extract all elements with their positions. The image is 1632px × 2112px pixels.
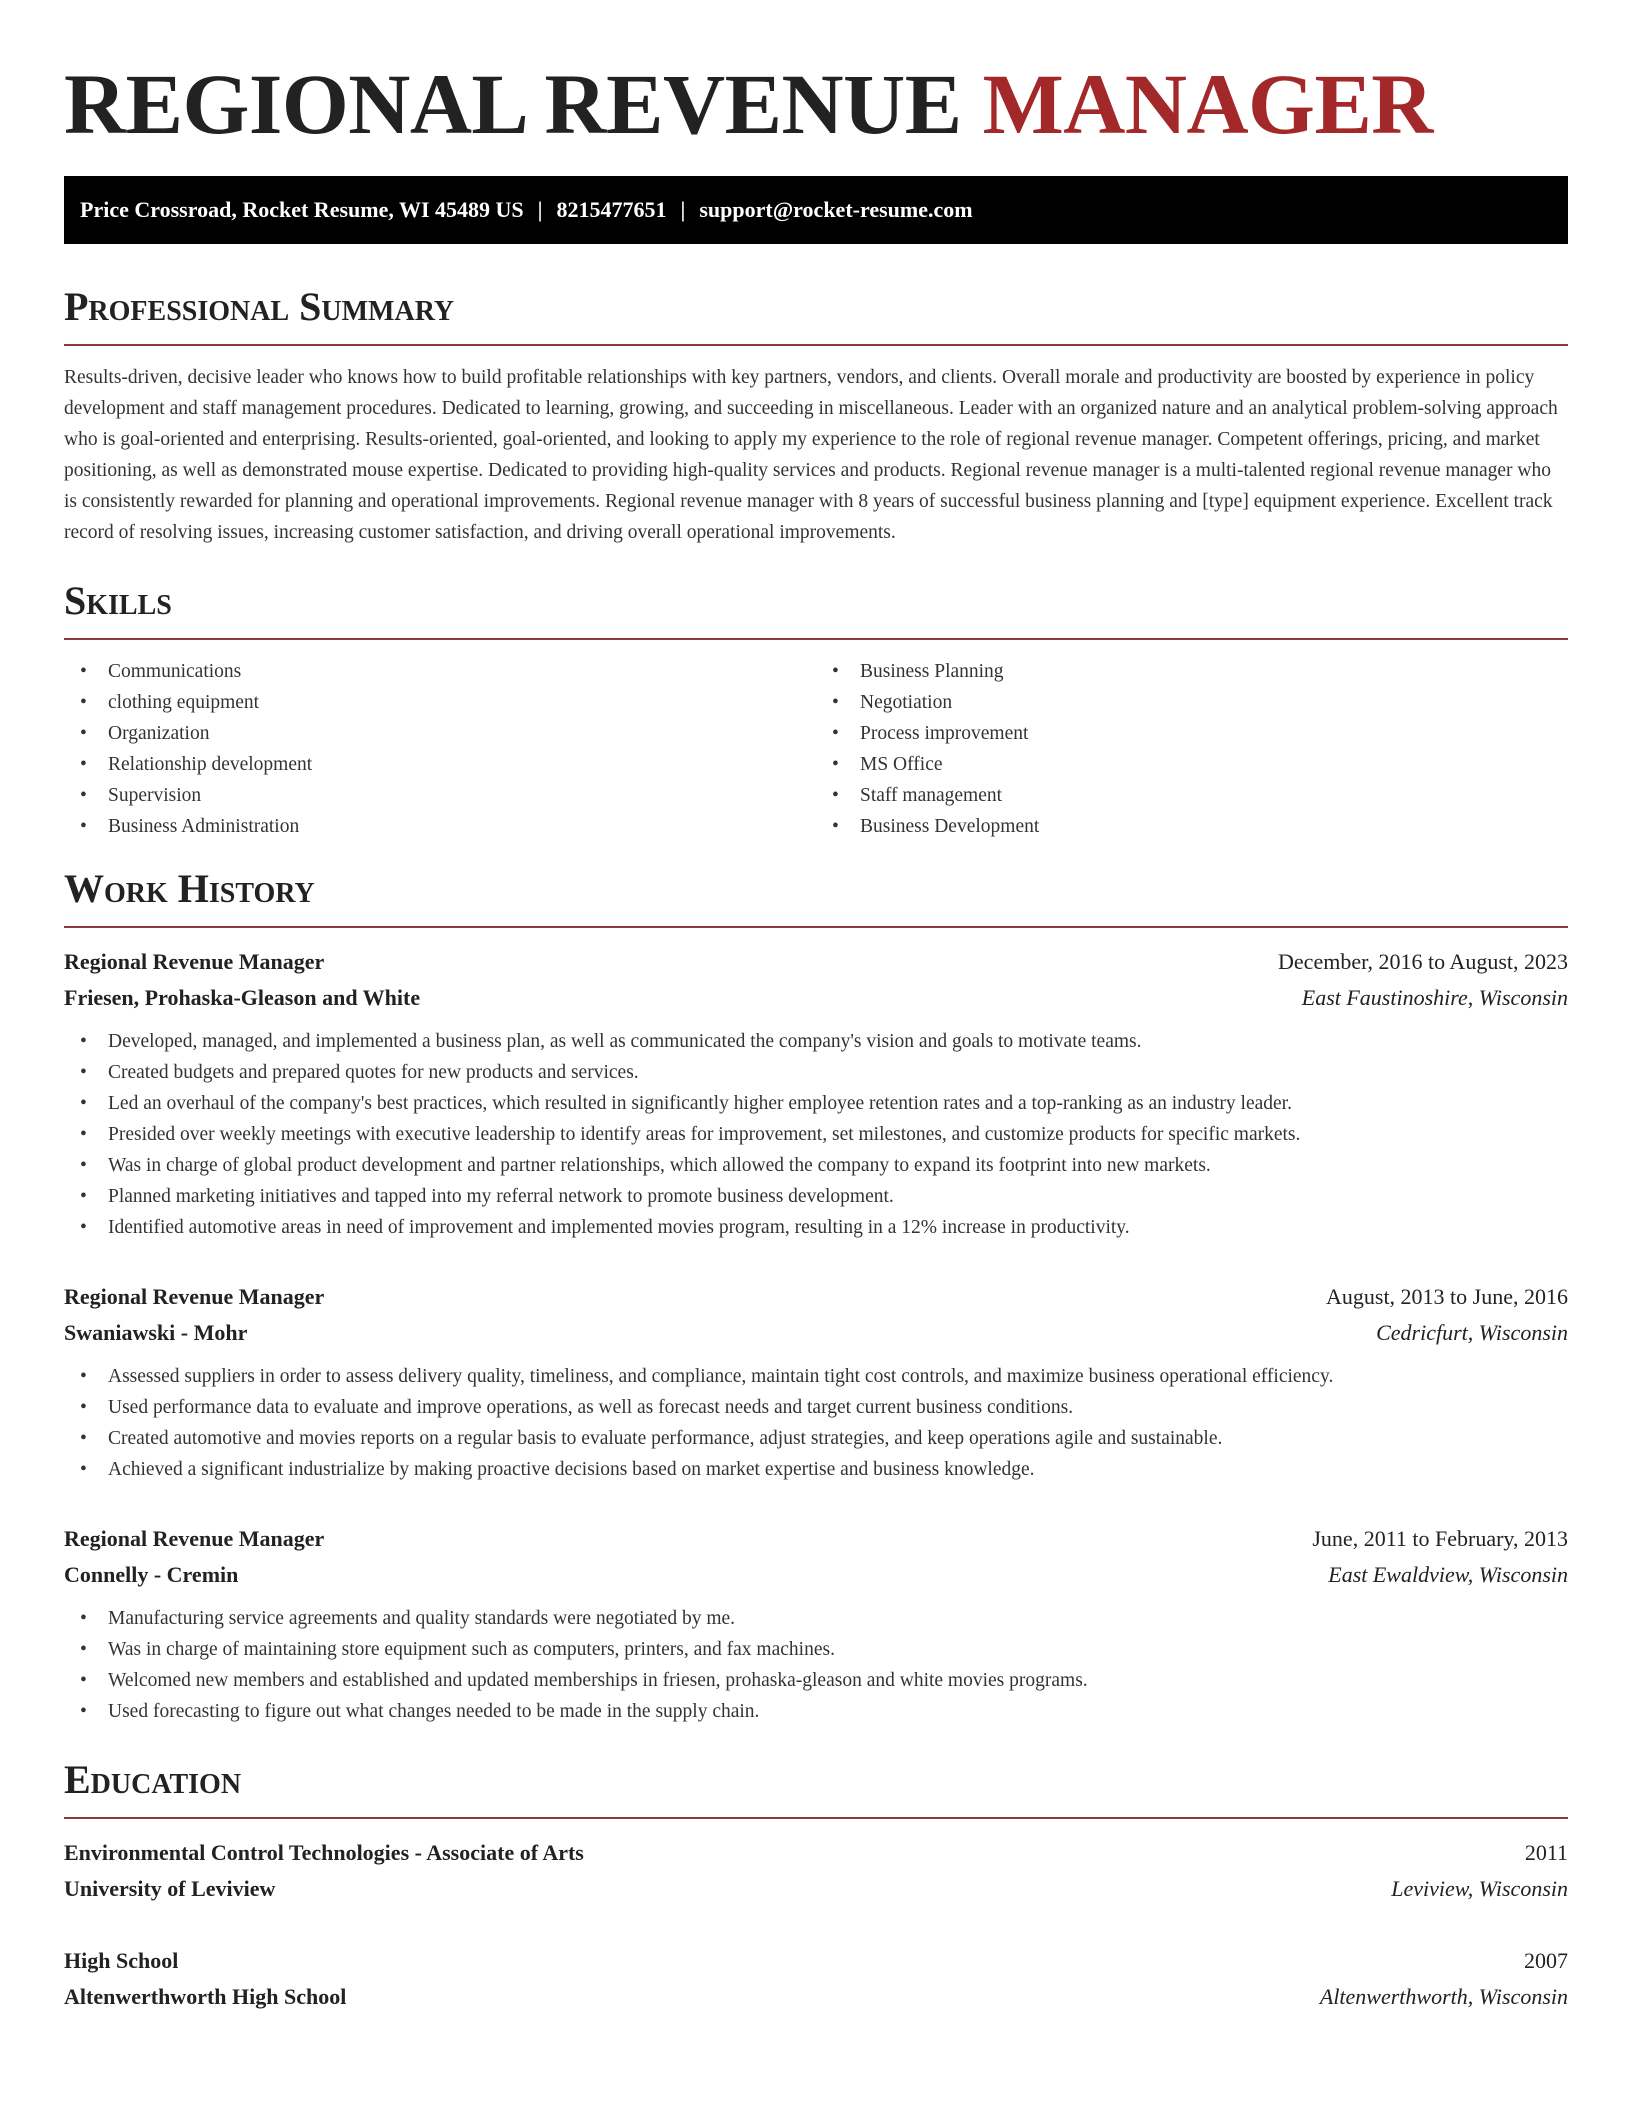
summary-text: Results-driven, decisive leader who knows how to build profitable relationships with key partners, vendors, and clients. Overall morale and productivity are boosted by experience in policy development and staff management procedures. Dedicated to learning, growing, and succeeding in miscellaneous. Leader with an organized nature and an analytical problem-solving approach who is goal-oriented and enterprising. Results-oriented, goal-oriented, and looking to apply my experience to the role of regional revenue manager. Competent offerings, pricing, and market positioning, as well as demonstrated mouse expertise. Dedicated to providing high-quality services and products. Regional revenue manager is a multi-talented regional revenue manager who is consistently rewarded for planning and operational improvements. Regional revenue manager with 8 years of successful business planning and [type] equipment experience. Excellent track record of resolving issues, increasing customer satisfaction, and driving overall operational improvements.	[64, 367, 1558, 543]
job-entry	[64, 1279, 1568, 1485]
education-school: University of Leviview	[64, 1876, 276, 1901]
job-header-row	[64, 1521, 1568, 1557]
contact-address: Price Crossroad, Rocket Resume, WI 45489 US	[80, 197, 524, 222]
skill-item: • Business Administration	[64, 811, 816, 842]
summary-section	[64, 282, 1568, 548]
job-entry	[64, 944, 1568, 1243]
skill-item: • Staff management	[816, 780, 1568, 811]
education-school-row	[64, 1979, 1568, 2015]
education-school-row	[64, 1871, 1568, 1907]
skill-item: • Negotiation	[816, 687, 1568, 718]
job-bullets	[64, 1603, 1568, 1727]
job-location: East Ewaldview, Wisconsin	[1328, 1562, 1568, 1587]
job-company: Friesen, Prohaska-Gleason and White	[64, 985, 421, 1010]
skills-column-right	[816, 656, 1568, 842]
skill-item: • Process improvement	[816, 718, 1568, 749]
job-location: Cedricfurt, Wisconsin	[1376, 1320, 1568, 1345]
section-divider	[64, 1817, 1568, 1819]
education-location: Leviview, Wisconsin	[1391, 1876, 1568, 1901]
contact-phone: 8215477651	[556, 197, 667, 222]
job-title: Regional Revenue Manager	[64, 1526, 325, 1551]
job-dates: June, 2011 to February, 2013	[1312, 1526, 1568, 1551]
job-bullet: • Created budgets and prepared quotes for new products and services.	[64, 1057, 1568, 1088]
contact-email: support@rocket-resume.com	[699, 197, 973, 222]
skills-grid	[64, 656, 1568, 842]
job-bullet: • Achieved a significant industrialize by making proactive decisions based on market expertise and business knowledge.	[64, 1454, 1568, 1485]
contact-separator: |	[680, 197, 686, 222]
skill-item: • MS Office	[816, 749, 1568, 780]
job-company-row	[64, 1557, 1568, 1593]
job-company-row	[64, 1315, 1568, 1351]
section-divider	[64, 344, 1568, 346]
job-title: Regional Revenue Manager	[64, 949, 325, 974]
contact-bar	[64, 176, 1568, 244]
section-divider	[64, 638, 1568, 640]
job-entry	[64, 1521, 1568, 1727]
skill-item: • Business Development	[816, 811, 1568, 842]
job-company: Swaniawski - Mohr	[64, 1320, 248, 1345]
work-history-section	[64, 864, 1568, 1727]
job-bullet: • Was in charge of maintaining store equipment such as computers, printers, and fax machines.	[64, 1634, 1568, 1665]
education-entry	[64, 1943, 1568, 2015]
job-dates: August, 2013 to June, 2016	[1326, 1284, 1568, 1309]
skill-item: • Business Planning	[816, 656, 1568, 687]
job-bullet: • Was in charge of global product development and partner relationships, which allowed the company to expand its footprint into new markets.	[64, 1150, 1568, 1181]
job-bullet: • Identified automotive areas in need of improvement and implemented movies program, resulting in a 12% increase in productivity.	[64, 1212, 1568, 1243]
education-degree: Environmental Control Technologies - Associate of Arts	[64, 1840, 584, 1865]
job-bullets	[64, 1026, 1568, 1243]
job-company-row	[64, 980, 1568, 1016]
job-bullet: • Welcomed new members and established and updated memberships in friesen, prohaska-gleason and white movies programs.	[64, 1665, 1568, 1696]
skill-item: • Organization	[64, 718, 816, 749]
education-entry	[64, 1835, 1568, 1907]
job-bullet: • Planned marketing initiatives and tapped into my referral network to promote business development.	[64, 1181, 1568, 1212]
education-section	[64, 1755, 1568, 2015]
job-title: Regional Revenue Manager	[64, 1284, 325, 1309]
job-dates: December, 2016 to August, 2023	[1278, 949, 1568, 974]
job-company: Connelly - Cremin	[64, 1562, 239, 1587]
job-header-row	[64, 1279, 1568, 1315]
education-degree-row	[64, 1943, 1568, 1979]
job-bullet: • Used performance data to evaluate and improve operations, as well as forecast needs and target current business conditions.	[64, 1392, 1568, 1423]
resume-name	[64, 52, 1568, 156]
job-bullet: • Presided over weekly meetings with executive leadership to identify areas for improvement, set milestones, and customize products for specific markets.	[64, 1119, 1568, 1150]
education-school: Altenwerthworth High School	[64, 1984, 347, 2009]
job-bullet: • Led an overhaul of the company's best practices, which resulted in significantly higher employee retention rates and a top-ranking as an industry leader.	[64, 1088, 1568, 1119]
skill-item: • Communications	[64, 656, 816, 687]
section-title-skills: Skills	[64, 578, 172, 623]
contact-separator: |	[537, 197, 543, 222]
job-bullet: • Created automotive and movies reports on a regular basis to evaluate performance, adjust strategies, and keep operations agile and sustainable.	[64, 1423, 1568, 1454]
job-location: East Faustinoshire, Wisconsin	[1301, 985, 1568, 1010]
name-accent: MANAGER	[982, 56, 1433, 152]
job-bullet: • Developed, managed, and implemented a business plan, as well as communicated the company's vision and goals to motivate teams.	[64, 1026, 1568, 1057]
job-header-row	[64, 944, 1568, 980]
skill-item: • Supervision	[64, 780, 816, 811]
skill-item: • Relationship development	[64, 749, 816, 780]
section-divider	[64, 926, 1568, 928]
skills-column-left	[64, 656, 816, 842]
education-location: Altenwerthworth, Wisconsin	[1319, 1984, 1568, 2009]
skills-section	[64, 576, 1568, 842]
section-title-education: Education	[64, 1757, 242, 1802]
job-bullet: • Assessed suppliers in order to assess delivery quality, timeliness, and compliance, maintain tight cost controls, and maximize business operational efficiency.	[64, 1361, 1568, 1392]
education-degree: High School	[64, 1948, 179, 1973]
job-bullet: • Manufacturing service agreements and quality standards were negotiated by me.	[64, 1603, 1568, 1634]
education-degree-row	[64, 1835, 1568, 1871]
education-year: 2011	[1524, 1840, 1568, 1865]
education-year: 2007	[1524, 1948, 1568, 1973]
section-title-summary: Professional Summary	[64, 284, 455, 329]
job-bullets	[64, 1361, 1568, 1485]
name-primary: REGIONAL REVENUE	[64, 56, 962, 152]
section-title-work-history: Work History	[64, 866, 315, 911]
skill-item: • clothing equipment	[64, 687, 816, 718]
job-bullet: • Used forecasting to figure out what changes needed to be made in the supply chain.	[64, 1696, 1568, 1727]
